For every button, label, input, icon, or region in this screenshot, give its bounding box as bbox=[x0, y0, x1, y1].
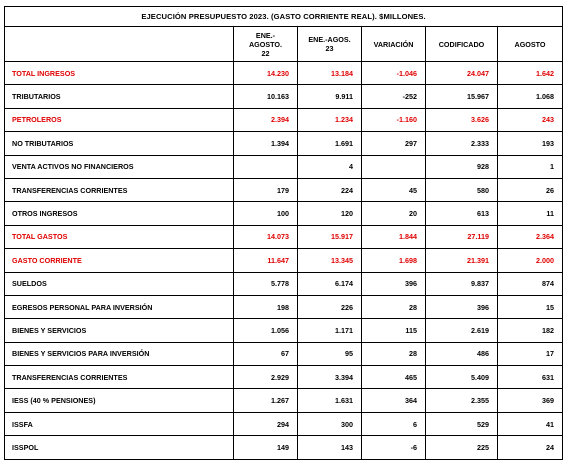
cell-value: 369 bbox=[498, 389, 563, 412]
table-row bbox=[5, 436, 563, 459]
cell-value: 149 bbox=[234, 436, 298, 459]
cell-value: 182 bbox=[498, 319, 563, 342]
cell-value: 5.409 bbox=[426, 366, 498, 389]
cell-value: 9.911 bbox=[298, 85, 362, 108]
cell-value: 1.642 bbox=[498, 62, 563, 85]
cell-value: 95 bbox=[298, 342, 362, 365]
cell-value: 3.394 bbox=[298, 366, 362, 389]
row-label: BIENES Y SERVICIOS PARA INVERSIÓN bbox=[5, 342, 234, 365]
cell-value: 2.929 bbox=[234, 366, 298, 389]
cell-value: -1.160 bbox=[362, 108, 426, 131]
cell-value: 45 bbox=[362, 178, 426, 201]
cell-value: 11.647 bbox=[234, 249, 298, 272]
cell-value: -6 bbox=[362, 436, 426, 459]
cell-value: 20 bbox=[362, 202, 426, 225]
row-label: TRANSFERENCIAS CORRIENTES bbox=[5, 366, 234, 389]
table-row bbox=[5, 178, 563, 201]
table-row bbox=[5, 85, 563, 108]
cell-value: 2.394 bbox=[234, 108, 298, 131]
cell-value: 1.267 bbox=[234, 389, 298, 412]
header-agosto: AGOSTO bbox=[498, 27, 563, 62]
row-label: OTROS INGRESOS bbox=[5, 202, 234, 225]
cell-value: 465 bbox=[362, 366, 426, 389]
table-row bbox=[5, 412, 563, 435]
cell-value: 225 bbox=[426, 436, 498, 459]
cell-value: 2.355 bbox=[426, 389, 498, 412]
header-ene-agosto-22: ENE.-AGOSTO. 22 bbox=[234, 27, 298, 62]
cell-value: 3.626 bbox=[426, 108, 498, 131]
cell-value: 243 bbox=[498, 108, 563, 131]
cell-value: 224 bbox=[298, 178, 362, 201]
header-blank bbox=[5, 27, 234, 62]
cell-value: -1.046 bbox=[362, 62, 426, 85]
cell-value: 100 bbox=[234, 202, 298, 225]
cell-value: 2.000 bbox=[498, 249, 563, 272]
cell-value: 1.844 bbox=[362, 225, 426, 248]
cell-value: 26 bbox=[498, 178, 563, 201]
cell-value: 15.967 bbox=[426, 85, 498, 108]
row-label: ISSPOL bbox=[5, 436, 234, 459]
header-ene-agos-23: ENE.-AGOS. 23 bbox=[298, 27, 362, 62]
cell-value: 13.184 bbox=[298, 62, 362, 85]
cell-value: 143 bbox=[298, 436, 362, 459]
cell-value: 115 bbox=[362, 319, 426, 342]
cell-value: 2.619 bbox=[426, 319, 498, 342]
cell-value: 15.917 bbox=[298, 225, 362, 248]
table-row bbox=[5, 62, 563, 85]
table-row bbox=[5, 342, 563, 365]
cell-value: 179 bbox=[234, 178, 298, 201]
cell-value: 396 bbox=[362, 272, 426, 295]
table-row bbox=[5, 155, 563, 178]
cell-value: 2.333 bbox=[426, 132, 498, 155]
cell-value: 5.778 bbox=[234, 272, 298, 295]
row-label: TRIBUTARIOS bbox=[5, 85, 234, 108]
cell-value: 396 bbox=[426, 295, 498, 318]
cell-value: 486 bbox=[426, 342, 498, 365]
cell-value: 14.230 bbox=[234, 62, 298, 85]
cell-value: 297 bbox=[362, 132, 426, 155]
cell-value: 1.171 bbox=[298, 319, 362, 342]
table-title: EJECUCIÓN PRESUPUESTO 2023. (GASTO CORRIENTE REAL). $MILLONES. bbox=[5, 7, 563, 27]
table-row bbox=[5, 202, 563, 225]
cell-value: 1.056 bbox=[234, 319, 298, 342]
cell-value: 28 bbox=[362, 342, 426, 365]
table-row bbox=[5, 249, 563, 272]
row-label: GASTO CORRIENTE bbox=[5, 249, 234, 272]
table-row bbox=[5, 389, 563, 412]
budget-table-container bbox=[4, 6, 562, 460]
table-row bbox=[5, 319, 563, 342]
cell-value: 529 bbox=[426, 412, 498, 435]
cell-value: 9.837 bbox=[426, 272, 498, 295]
cell-value: 631 bbox=[498, 366, 563, 389]
cell-value: 226 bbox=[298, 295, 362, 318]
cell-value: 1.068 bbox=[498, 85, 563, 108]
cell-value: 28 bbox=[362, 295, 426, 318]
cell-value: 24 bbox=[498, 436, 563, 459]
cell-value: 24.047 bbox=[426, 62, 498, 85]
cell-value: 198 bbox=[234, 295, 298, 318]
table-body bbox=[5, 62, 563, 460]
cell-value: 2.364 bbox=[498, 225, 563, 248]
row-label: TOTAL INGRESOS bbox=[5, 62, 234, 85]
cell-value: 928 bbox=[426, 155, 498, 178]
row-label: TRANSFERENCIAS CORRIENTES bbox=[5, 178, 234, 201]
cell-value: 364 bbox=[362, 389, 426, 412]
cell-value: 6.174 bbox=[298, 272, 362, 295]
cell-value: 4 bbox=[298, 155, 362, 178]
cell-value: 580 bbox=[426, 178, 498, 201]
cell-value: 17 bbox=[498, 342, 563, 365]
cell-value: 41 bbox=[498, 412, 563, 435]
cell-value: 1.698 bbox=[362, 249, 426, 272]
row-label: TOTAL GASTOS bbox=[5, 225, 234, 248]
cell-value: 874 bbox=[498, 272, 563, 295]
cell-value: 67 bbox=[234, 342, 298, 365]
table-row bbox=[5, 225, 563, 248]
cell-value: 193 bbox=[498, 132, 563, 155]
cell-value: 21.391 bbox=[426, 249, 498, 272]
row-label: EGRESOS PERSONAL PARA INVERSIÓN bbox=[5, 295, 234, 318]
cell-value: 613 bbox=[426, 202, 498, 225]
cell-value: 10.163 bbox=[234, 85, 298, 108]
cell-value: 1.691 bbox=[298, 132, 362, 155]
cell-value bbox=[362, 155, 426, 178]
cell-value: 300 bbox=[298, 412, 362, 435]
table-row bbox=[5, 108, 563, 131]
cell-value: 1 bbox=[498, 155, 563, 178]
cell-value bbox=[234, 155, 298, 178]
table-row bbox=[5, 272, 563, 295]
cell-value: 13.345 bbox=[298, 249, 362, 272]
cell-value: 14.073 bbox=[234, 225, 298, 248]
cell-value: 294 bbox=[234, 412, 298, 435]
header-codificado: CODIFICADO bbox=[426, 27, 498, 62]
row-label: BIENES Y SERVICIOS bbox=[5, 319, 234, 342]
cell-value: 15 bbox=[498, 295, 563, 318]
cell-value: 1.234 bbox=[298, 108, 362, 131]
table-row bbox=[5, 132, 563, 155]
cell-value: 27.119 bbox=[426, 225, 498, 248]
cell-value: 120 bbox=[298, 202, 362, 225]
row-label: ISSFA bbox=[5, 412, 234, 435]
row-label: NO TRIBUTARIOS bbox=[5, 132, 234, 155]
row-label: VENTA ACTIVOS NO FINANCIEROS bbox=[5, 155, 234, 178]
header-variacion: VARIACIÓN bbox=[362, 27, 426, 62]
cell-value: -252 bbox=[362, 85, 426, 108]
cell-value: 1.631 bbox=[298, 389, 362, 412]
table-row bbox=[5, 366, 563, 389]
row-label: SUELDOS bbox=[5, 272, 234, 295]
column-header-row bbox=[5, 27, 563, 62]
budget-table bbox=[4, 6, 563, 460]
table-row bbox=[5, 295, 563, 318]
cell-value: 11 bbox=[498, 202, 563, 225]
cell-value: 6 bbox=[362, 412, 426, 435]
row-label: PETROLEROS bbox=[5, 108, 234, 131]
cell-value: 1.394 bbox=[234, 132, 298, 155]
row-label: IESS (40 % PENSIONES) bbox=[5, 389, 234, 412]
